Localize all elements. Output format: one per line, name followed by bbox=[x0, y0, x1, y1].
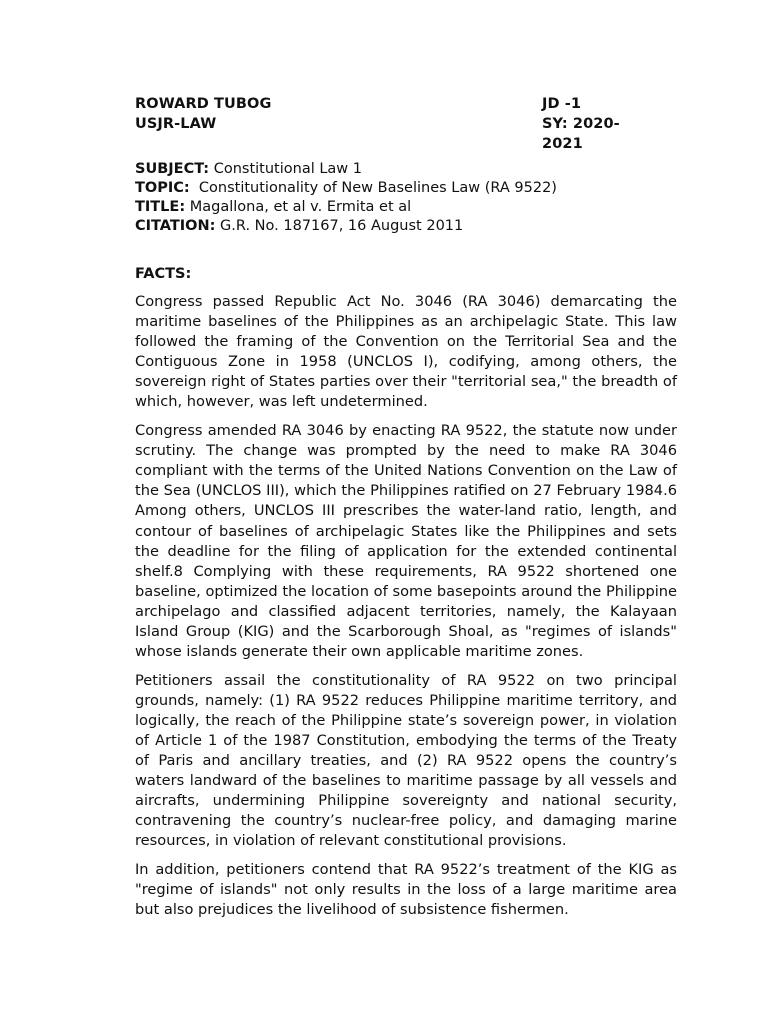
section-label: JD -1 bbox=[542, 96, 582, 112]
facts-paragraph-2: Congress amended RA 3046 by enacting RA 9522, the statute now under scrutiny. The change was prompted by the need to make RA 3046 compliant with the terms of the United Nations Convention on the Law of the Sea (UNCLOS III), which the Philippines ratified on 27 February 1984.6 Among others, UNCLOS III prescribes the water-land ratio, length, and contour of baselines of archipelagic States like the Philippines and sets the deadline for the filing of application for the extended continental shelf.8 Complying with these requirements, RA 9522 shortened one baseline, optimized the location of some basepoints around the Philippine archipelago and classified adjacent territories, namely, the Kalayaan Island Group (KIG) and the Scarborough Shoal, as "regimes of islands" whose islands generate their own applicable maritime zones. bbox=[135, 422, 677, 660]
subject-line bbox=[135, 160, 655, 179]
subject-value: Constitutional Law 1 bbox=[209, 161, 363, 177]
facts-heading: FACTS: bbox=[135, 266, 192, 282]
citation-label: CITATION: bbox=[135, 218, 216, 234]
header-row-2 bbox=[135, 114, 635, 152]
citation-line bbox=[135, 217, 655, 236]
topic-value: Constitutionality of New Baselines Law (RA 9522) bbox=[189, 180, 557, 196]
school-name: USJR-LAW bbox=[135, 116, 217, 132]
topic-line bbox=[135, 179, 655, 198]
title-label: TITLE: bbox=[135, 199, 186, 215]
facts-paragraph-3: Petitioners assail the constitutionality of RA 9522 on two principal grounds, namely: (1) RA 9522 reduces Philippine maritime territory, and logically, the reach of the Philippine state’s sovereign power, in violation of Article 1 of the 1987 Constitution, embodying the terms of the Treaty of Paris and ancillary treaties, and (2) RA 9522 opens the country’s waters landward of the baselines to maritime passage by all vessels and aircrafts, undermining Philippine sovereignty and national security, contravening the country’s nuclear-free policy, and damaging marine resources, in violation of relevant constitutional provisions. bbox=[135, 671, 677, 850]
school-year: SY: 2020-2021 bbox=[542, 116, 620, 152]
document-header bbox=[135, 94, 635, 152]
citation-value: G.R. No. 187167, 16 August 2011 bbox=[215, 218, 464, 234]
subject-label: SUBJECT: bbox=[135, 161, 210, 177]
header-row-1 bbox=[135, 94, 635, 114]
facts-paragraph-4: In addition, petitioners contend that RA 9522’s treatment of the KIG as "regime of islands" not only results in the loss of a large maritime area but also prejudices the livelihood of subsistence fishermen. bbox=[135, 861, 677, 919]
case-meta bbox=[135, 160, 655, 236]
facts-body bbox=[135, 292, 677, 929]
title-value: Magallona, et al v. Ermita et al bbox=[185, 199, 412, 215]
topic-label: TOPIC: bbox=[135, 180, 190, 196]
student-name: ROWARD TUBOG bbox=[135, 96, 272, 112]
facts-paragraph-1: Congress passed Republic Act No. 3046 (RA 3046) demarcating the maritime baselines of the Philippines as an archipelagic State. This law followed the framing of the Convention on the Territorial Sea and the Contiguous Zone in 1958 (UNCLOS I), codifying, among others, the sovereign right of States parties over their "territorial sea," the breadth of which, however, was left undetermined. bbox=[135, 293, 677, 411]
title-line bbox=[135, 198, 655, 217]
